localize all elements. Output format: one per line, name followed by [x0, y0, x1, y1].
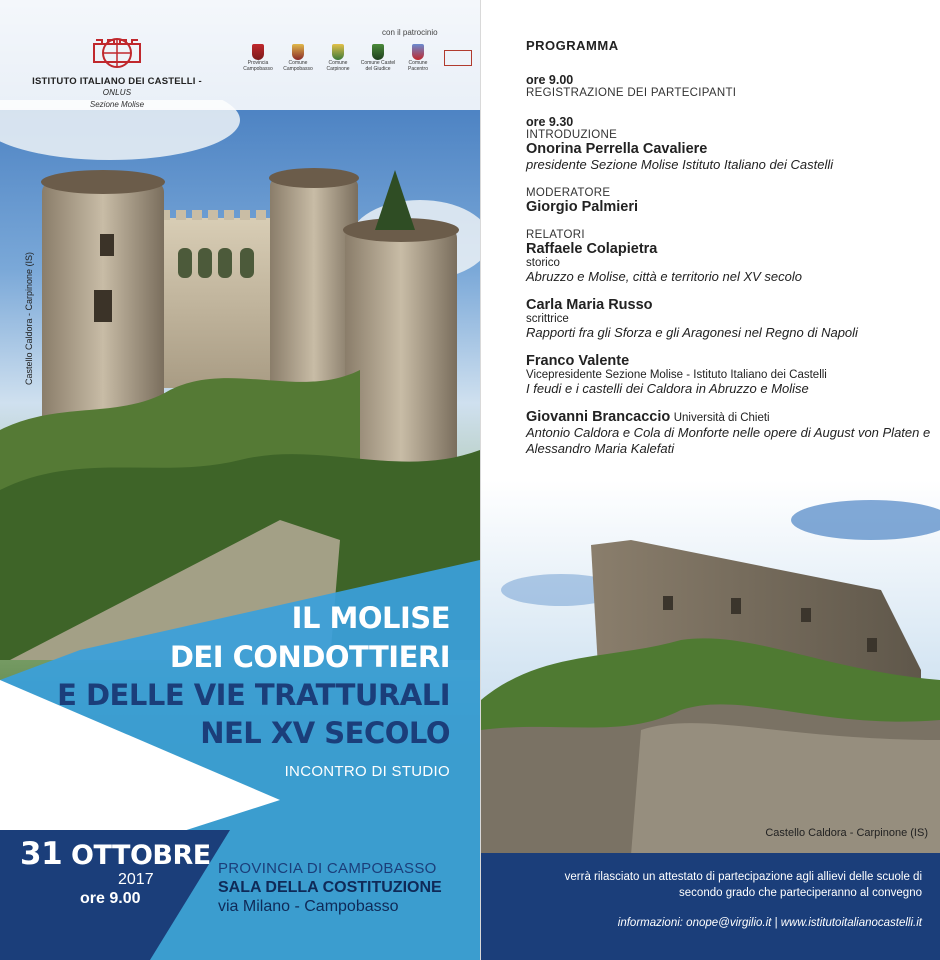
patron-label: Provincia Campobasso: [243, 60, 273, 72]
intro-name: Onorina Perrella Cavaliere: [526, 141, 708, 157]
institute-logo-block: [22, 34, 212, 109]
patron-label: Comune Campobasso: [283, 60, 313, 72]
title-line-3: E DELLE VIE TRATTURALI: [57, 678, 450, 712]
venue-line-2: SALA DELLA COSTITUZIONE: [218, 879, 442, 896]
programme-heading: PROGRAMMA: [526, 38, 619, 53]
event-month: OTTOBRE: [71, 840, 211, 871]
right-panel: [481, 0, 940, 960]
speaker-role: Vicepresidente Sezione Molise - Istituto Italiano dei Castelli: [526, 369, 827, 381]
speaker-talk: Abruzzo e Molise, città e territorio nel XV secolo: [526, 269, 803, 284]
speakers-label: RELATORI: [526, 229, 585, 241]
patron-item: [240, 42, 276, 72]
speaker-name: Franco Valente: [526, 353, 630, 369]
crest-icon: [372, 44, 384, 60]
event-subtitle: INCONTRO DI STUDIO: [284, 763, 450, 780]
moderator-label: MODERATORE: [526, 187, 611, 199]
patron-item: [280, 42, 316, 72]
footer-band: [481, 853, 940, 960]
speaker-role: storico: [526, 257, 560, 269]
event-year: 2017: [118, 871, 154, 888]
institute-section: Sezione Molise: [89, 100, 145, 109]
patron-label: Comune Castel del Giudice: [360, 60, 396, 72]
speaker-heading: [526, 409, 936, 425]
slot-time-2: ore 9.30: [526, 115, 574, 129]
photo-caption-right: Castello Caldora - Carpinone (IS): [765, 827, 928, 839]
programme: [526, 38, 936, 457]
patron-label: Comune Pacentro: [407, 60, 428, 72]
patron-label: Comune Carpinone: [326, 60, 350, 72]
title-line-1: IL MOLISE: [291, 601, 450, 635]
patron-item: [320, 42, 356, 72]
castle-photo-right: [481, 480, 940, 855]
moderator-name: Giorgio Palmieri: [526, 199, 638, 215]
venue-line-1: PROVINCIA DI CAMPOBASSO: [218, 860, 437, 877]
crest-icon: [332, 44, 344, 60]
event-date: [20, 836, 211, 872]
event-day: 31: [20, 836, 63, 872]
certificate-note: verrà rilasciato un attestato di partecipazione agli allievi delle scuole di secondo grado che parteciperanno al convegno: [564, 871, 922, 899]
patron-item: [400, 42, 436, 72]
patron-list: [240, 42, 476, 72]
speaker-name: Giovanni Brancaccio: [526, 409, 671, 425]
crest-icon: [252, 44, 264, 60]
intro-role: presidente Sezione Molise Istituto Italiano dei Castelli: [526, 157, 834, 172]
photo-caption-left: Castello Caldora - Carpinone (IS): [24, 251, 34, 385]
institute-name-text: ISTITUTO ITALIANO DEI CASTELLI -: [32, 76, 202, 87]
speaker-name: Raffaele Colapietra: [526, 241, 658, 257]
speaker-talk: Antonio Caldora e Cola di Monforte nelle opere di August von Platen e Alessandro Maria Kalefati: [526, 425, 931, 456]
header-band: [0, 0, 480, 110]
patron-item: [440, 42, 476, 72]
title-line-2: DEI CONDOTTIERI: [169, 640, 450, 674]
institute-name: [22, 76, 212, 98]
slot-desc-1: REGISTRAZIONE DEI PARTECIPANTI: [526, 87, 737, 99]
crest-icon: [292, 44, 304, 60]
speaker-affiliation: Università di Chieti: [673, 412, 770, 424]
contact-info: informazioni: onope@virgilio.it | www.istitutoitalianocastelli.it: [617, 917, 922, 929]
speaker-role: scrittrice: [526, 313, 569, 325]
venue-block: [218, 860, 442, 916]
title-line-4: NEL XV SECOLO: [200, 716, 450, 750]
institute-onlus: ONLUS: [102, 88, 132, 97]
venue-line-3: via Milano - Campobasso: [218, 898, 399, 915]
crest-icon: [412, 44, 424, 60]
speaker-talk: Rapporti fra gli Sforza e gli Aragonesi nel Regno di Napoli: [526, 325, 858, 340]
patronage-label: con il patrocinio: [382, 28, 438, 37]
intro-label: INTRODUZIONE: [526, 129, 618, 141]
slot-time-1: ore 9.00: [526, 73, 574, 87]
patron-item: [360, 42, 396, 72]
speaker-name: Carla Maria Russo: [526, 297, 653, 313]
castle-logo-icon: [92, 34, 142, 72]
speaker-talk: I feudi e i castelli dei Caldora in Abruzzo e Molise: [526, 381, 809, 396]
region-logo-icon: [444, 50, 472, 66]
event-time: ore 9.00: [80, 890, 141, 907]
